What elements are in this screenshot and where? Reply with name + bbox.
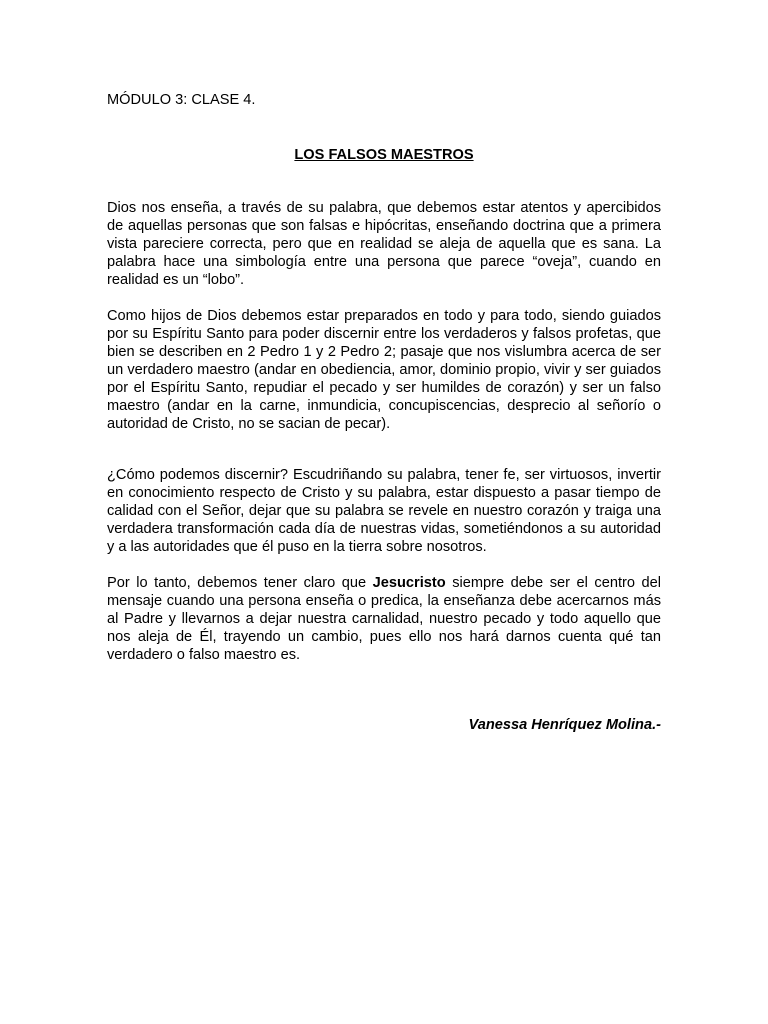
paragraph-2: Como hijos de Dios debemos estar preparados en todo y para todo, siendo guiados por su Espíritu Santo para poder discernir entre los verdaderos y falsos profetas, que bien se describen en 2 Pedro 1 y 2 Pedro 2; pasaje que nos vislumbra acerca de ser un verdadero maestro (andar en obediencia, amor, dominio propio, vivir y ser guiados por el Espíritu Santo, repudiar el pecado y ser humildes de corazón) y ser un falso maestro (andar en la carne, inmundicia, concupiscencias, desprecio al señorío o autoridad de Cristo, no se sacian de pecar). <box>107 308 661 432</box>
document-title: LOS FALSOS MAESTROS <box>294 147 474 163</box>
author-signature: Vanessa Henríquez Molina.- <box>468 717 661 733</box>
paragraph-4 <box>107 574 661 664</box>
module-heading: MÓDULO 3: CLASE 4. <box>107 92 256 108</box>
paragraph-3: ¿Cómo podemos discernir? Escudriñando su palabra, tener fe, ser virtuosos, invertir en conocimiento respecto de Cristo y su palabra, estar dispuesto a pasar tiempo de calidad con el Señor, dejar que su palabra se revele en nuestro corazón y traiga una verdadera transformación cada día de nuestras vidas, sometiéndonos a su autoridad y a las autoridades que él puso en la tierra sobre nosotros. <box>107 467 661 555</box>
paragraph-4-emphasis: Jesucristo <box>372 575 446 591</box>
paragraph-4-intro: Por lo tanto, debemos tener claro que <box>107 575 373 591</box>
paragraph-1: Dios nos enseña, a través de su palabra, que debemos estar atentos y apercibidos de aquellas personas que son falsas e hipócritas, enseñando doctrina que a primera vista pareciere correcta, pero que en realidad se aleja de aquella que es sana. La palabra hace una simbología entre una persona que parece “oveja”, cuando en realidad es un “lobo”. <box>107 200 661 288</box>
paragraph-4-rest: siempre debe ser el centro del mensaje cuando una persona enseña o predica, la enseñanza debe acercarnos más al Padre y llevarnos a dejar nuestra carnalidad, nuestro pecado y todo aquello que nos aleja de Él, trayendo un cambio, pues ello nos hará darnos cuenta qué tan verdadero o falso maestro es. <box>107 575 661 663</box>
